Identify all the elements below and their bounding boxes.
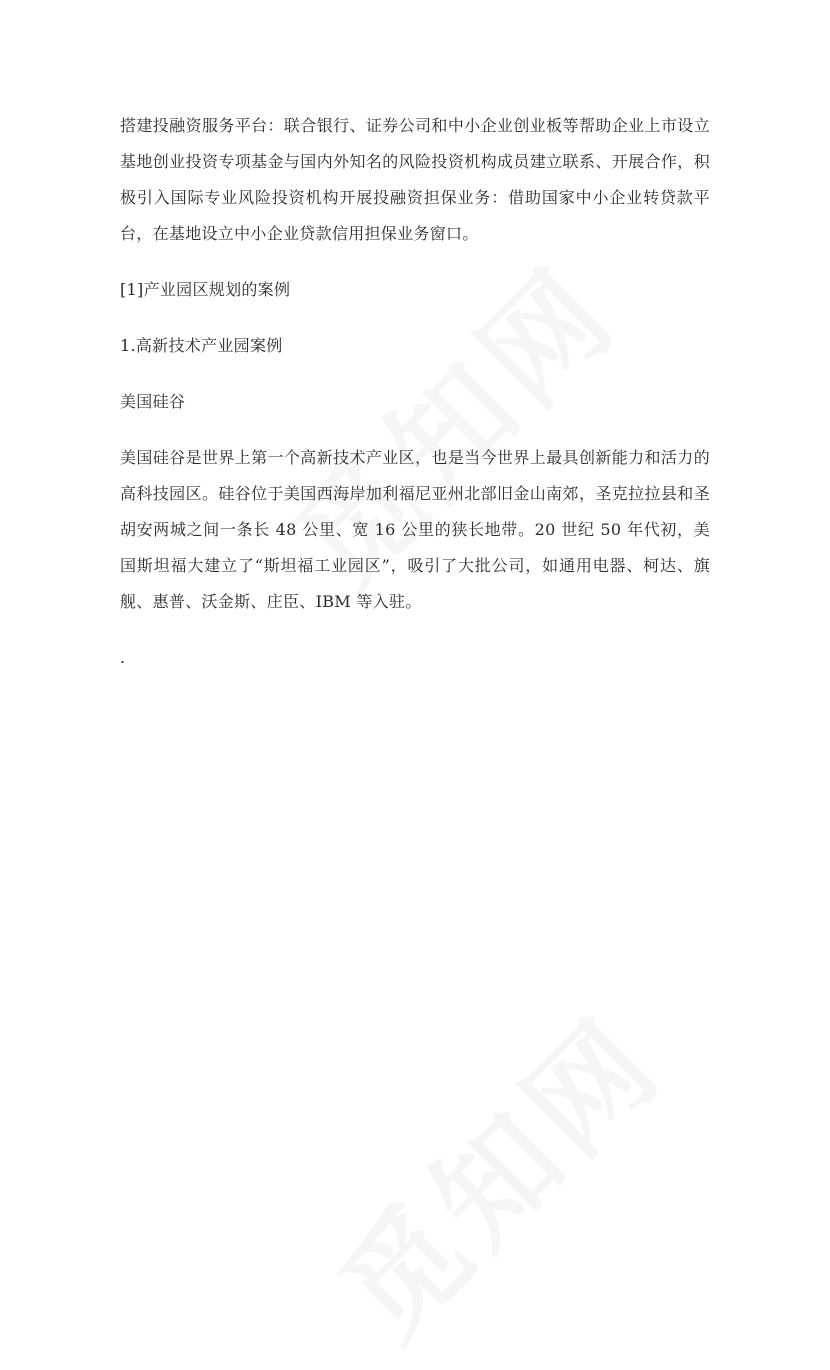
- subheading-silicon-valley: 美国硅谷: [120, 392, 186, 411]
- paragraph-financing-platform: 搭建投融资服务平台：联合银行、证券公司和中小企业创业板等帮助企业上市设立基地创业投资专项基金与国内外知名的风险投资机构成员建立联系、开展合作，积极引入国际专业风险投资机构开展投融资担保业务：借助国家中小企业转贷款平台，在基地设立中小企业贷款信用担保业务窗口。: [120, 116, 710, 243]
- document-body: [120, 108, 710, 676]
- section-heading-cases: [1]产业园区规划的案例: [120, 280, 291, 299]
- subheading-hightech-park: 1.高新技术产业园案例: [120, 336, 283, 355]
- watermark: [296, 972, 693, 1369]
- trailing-period: .: [120, 648, 126, 667]
- paragraph-silicon-valley: 美国硅谷是世界上第一个高新技术产业区，也是当今世界上最具创新能力和活力的高科技园区。硅谷位于美国西海岸加利福尼亚州北部旧金山南郊，圣克拉拉县和圣胡安两城之间一条长 48 公里、宽 16 公里的狭长地带。20 世纪 50 年代初，美国斯坦福大建立了“斯坦福工业园区”，吸引了大批公司，如通用电器、柯达、旗舰、惠普、沃金斯、庄臣、IBM 等入驻。: [120, 448, 710, 611]
